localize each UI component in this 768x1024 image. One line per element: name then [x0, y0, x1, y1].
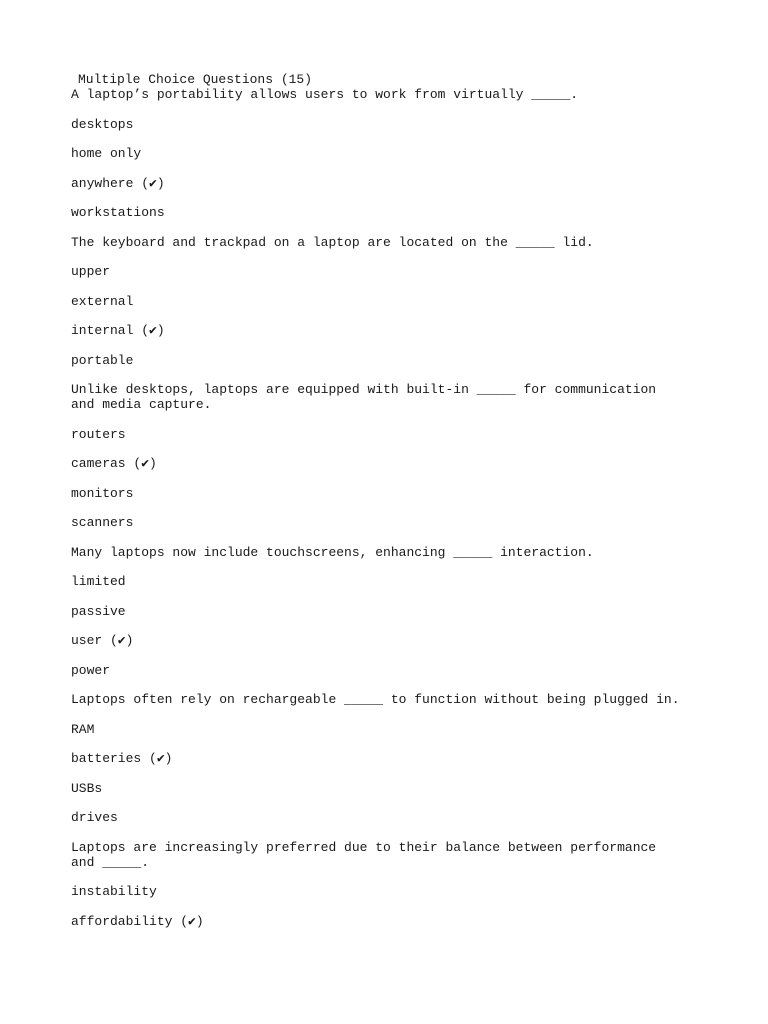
answer-option: portable: [71, 352, 134, 368]
question-block: [71, 235, 681, 368]
question-text: Many laptops now include touchscreens, enhancing _____ interaction.: [71, 544, 594, 560]
page-title: Multiple Choice Questions (15): [78, 72, 313, 87]
question-text: Laptops are increasingly preferred due to their balance between performance and _____.: [71, 839, 657, 870]
answer-option-correct: anywhere (✔): [71, 175, 165, 191]
question-block: [71, 545, 681, 678]
question-text: The keyboard and trackpad on a laptop are located on the _____ lid.: [71, 234, 594, 250]
answer-option-correct: user (✔): [71, 633, 134, 648]
question-text: A laptop’s portability allows users to work from virtually _____.: [71, 87, 579, 102]
answer-option-correct: internal (✔): [71, 323, 165, 338]
answer-option: routers: [71, 426, 126, 442]
answer-option: upper: [71, 264, 111, 279]
answer-option: scanners: [71, 515, 134, 530]
question-block: [71, 382, 681, 530]
answer-option: desktops: [71, 116, 134, 132]
document-page: [71, 72, 681, 943]
answer-option: monitors: [71, 485, 134, 501]
answer-option: drives: [71, 810, 118, 825]
answer-option: external: [71, 293, 134, 309]
question-text: Laptops often rely on rechargeable _____ to function without being plugged in.: [71, 692, 680, 707]
answer-option: workstations: [71, 205, 165, 220]
question-block: [71, 840, 681, 929]
answer-option-correct: batteries (✔): [71, 751, 173, 766]
answer-option-correct: cameras (✔): [71, 456, 157, 471]
question-block: [71, 87, 681, 220]
answer-option: power: [71, 662, 111, 678]
question-block: [71, 692, 681, 825]
answer-option-correct: affordability (✔): [71, 913, 204, 929]
question-text: Unlike desktops, laptops are equipped with built-in _____ for communication and media capture.: [71, 382, 657, 412]
answer-option: USBs: [71, 780, 103, 796]
answer-option: instability: [71, 884, 157, 899]
answer-option: passive: [71, 603, 126, 619]
answer-option: limited: [71, 574, 126, 589]
answer-option: home only: [71, 146, 142, 161]
answer-option: RAM: [71, 721, 95, 737]
